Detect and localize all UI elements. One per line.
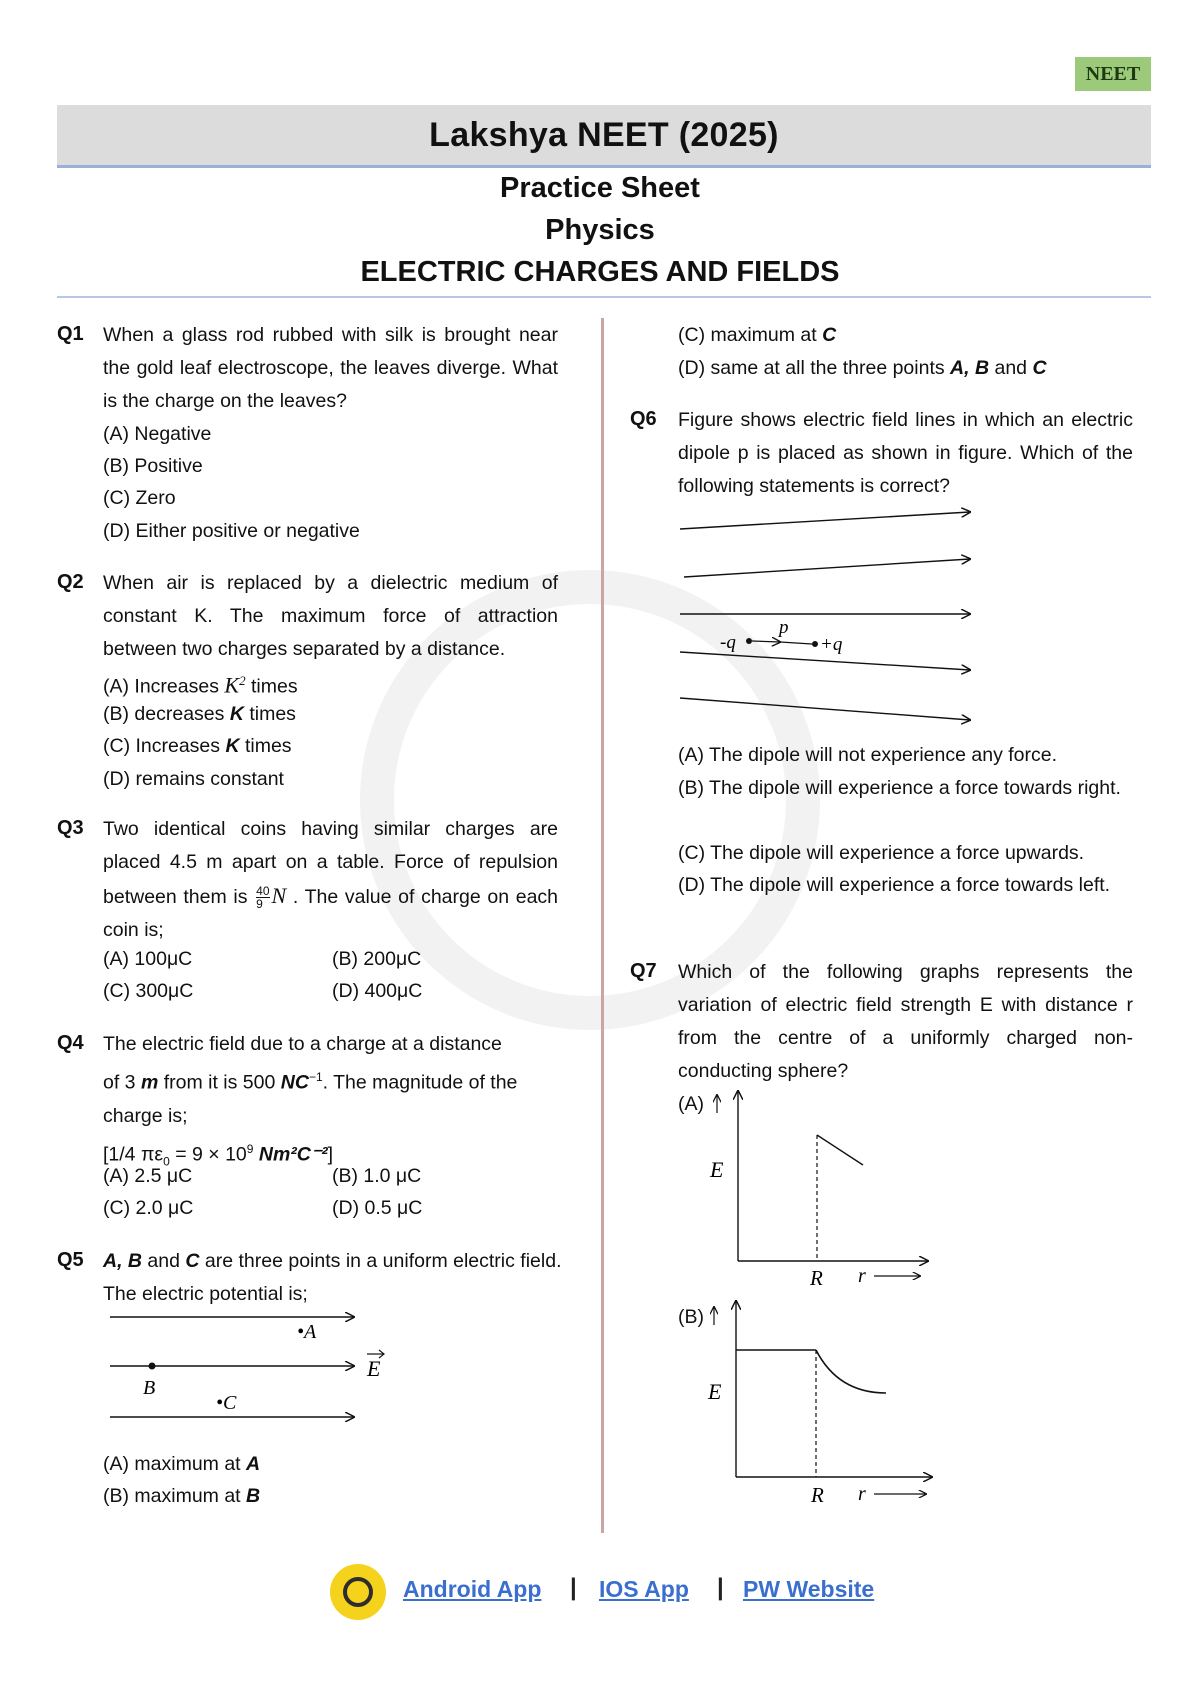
text-part: of 3	[103, 1071, 136, 1094]
question-text: Which of the following graphs represents the variation of electric field strength E with distance r from the centre of a uniformly charged non-conducting sphere?	[678, 961, 1133, 1082]
point-names: A, B	[103, 1250, 142, 1272]
label-p: p	[779, 617, 789, 638]
question-text-part: Two identical coins having similar charges are placed 4.5 m apart on a table. Force of repulsion between them is	[103, 818, 558, 908]
option-suffix: times	[244, 735, 292, 757]
option-label: (C) Increases	[103, 735, 221, 757]
label-neg-q: -q	[720, 632, 736, 653]
graph-b-label: (B)	[678, 1306, 704, 1328]
axis-label-r: r	[858, 1483, 866, 1505]
option: (D) The dipole will experience a force towards left.	[678, 874, 1111, 896]
question-number: Q4	[57, 1032, 84, 1054]
field-line	[684, 559, 970, 577]
text-part: . The magnitude of the	[322, 1071, 518, 1094]
axis-label-r-big: R	[811, 1483, 824, 1507]
column-divider	[601, 318, 604, 1533]
android-app-link[interactable]: Android App	[403, 1576, 542, 1602]
point-b	[149, 1363, 156, 1370]
option: (A) The dipole will not experience any force.	[678, 744, 1058, 766]
fraction	[256, 885, 269, 910]
option: (A) 100μC	[103, 948, 193, 970]
point-name: C	[1032, 357, 1047, 379]
option: (D) 400μC	[332, 980, 423, 1002]
label-b: B	[143, 1377, 156, 1399]
option: (C) Zero	[103, 487, 176, 509]
option: (D) Either positive or negative	[103, 520, 360, 542]
text-part: and	[994, 357, 1028, 379]
ios-app-link[interactable]: IOS App	[599, 1576, 689, 1602]
footer-separator: |	[717, 1574, 724, 1601]
label-e: E	[367, 1356, 381, 1381]
axis-label-r-big: R	[810, 1266, 823, 1290]
math-k: K	[225, 735, 240, 757]
graph-a	[700, 1085, 940, 1290]
unit-nc: NC	[280, 1071, 309, 1094]
point-name: C	[185, 1250, 200, 1272]
q5-field-diagram	[100, 1305, 400, 1435]
option-label: (A) Increases	[103, 675, 219, 698]
math-k: K	[229, 703, 244, 725]
field-line	[680, 512, 970, 529]
text-part: are three points in a uniform electric field. The electric potential is;	[103, 1250, 562, 1305]
text-part: ]	[327, 1143, 334, 1165]
axis-label-r: r	[858, 1265, 866, 1287]
option: (B) The dipole will experience a force towards right.	[678, 777, 1121, 799]
superscript: 9	[246, 1141, 254, 1156]
neet-badge: NEET	[1075, 57, 1151, 91]
text-part: and	[147, 1250, 180, 1272]
point-name: C	[822, 324, 837, 346]
point-names: A, B	[950, 357, 990, 379]
dipole-axis	[780, 642, 812, 644]
q6-dipole-diagram	[670, 500, 980, 735]
point-name: B	[246, 1485, 261, 1507]
option: (D) 0.5 μC	[332, 1197, 423, 1219]
label-c: •C	[216, 1392, 237, 1414]
option: (A) 2.5 μC	[103, 1165, 193, 1187]
option: (B) 200μC	[332, 948, 422, 970]
question-text	[103, 1245, 563, 1311]
header-divider	[57, 296, 1151, 298]
question-line: The electric field due to a charge at a distance	[103, 1033, 502, 1055]
fraction-numerator: 40	[256, 884, 270, 899]
question-text: When a glass rod rubbed with silk is brought near the gold leaf electroscope, the leaves diverge. What is the charge on the leaves?	[103, 324, 558, 412]
option: (A) Negative	[103, 423, 212, 445]
question-text: When air is replaced by a dielectric medium of constant K. The maximum force of attraction between two charges separated by a distance.	[103, 572, 558, 660]
option-suffix: times	[249, 703, 296, 725]
pw-website-link[interactable]: PW Website	[743, 1576, 875, 1602]
option: (B) Positive	[103, 455, 203, 477]
option: (D) remains constant	[103, 768, 284, 790]
graph-a-label: (A)	[678, 1093, 704, 1115]
subject: Physics	[545, 214, 655, 246]
pw-logo-icon	[330, 1564, 386, 1620]
subscript: 0	[163, 1153, 170, 1168]
option: (C) 2.0 μC	[103, 1197, 194, 1219]
field-curve	[817, 1135, 863, 1165]
option-suffix: times	[250, 675, 298, 698]
unit-n: N	[271, 883, 287, 908]
question-line: charge is;	[103, 1104, 188, 1127]
question-number: Q3	[57, 817, 84, 839]
chapter-title: ELECTRIC CHARGES AND FIELDS	[360, 256, 840, 288]
option	[678, 352, 1047, 384]
field-line	[680, 698, 970, 720]
option	[103, 1448, 260, 1480]
option-label: (A) maximum at	[103, 1453, 241, 1475]
math-exponent: 2	[239, 673, 246, 688]
question-text-part: . The value of charge on each coin is;	[103, 886, 559, 941]
question-number: Q6	[630, 408, 657, 430]
text-part: [1/4 πε	[103, 1143, 164, 1165]
question-text	[103, 1028, 563, 1178]
question-number: Q1	[57, 323, 84, 345]
unit-text: Nm²C⁻²	[258, 1143, 328, 1165]
question-text	[103, 813, 558, 947]
option	[103, 730, 292, 762]
option: (C) 300μC	[103, 980, 194, 1002]
label-a: •A	[297, 1321, 317, 1343]
dipole-arrow	[752, 641, 780, 642]
option: (C) The dipole will experience a force upwards.	[678, 842, 1085, 864]
graph-b	[700, 1295, 940, 1520]
label-pos-q: +q	[820, 634, 843, 655]
option-label: (C) maximum at	[678, 324, 817, 346]
fraction-denominator: 9	[256, 897, 263, 912]
superscript: −1	[308, 1070, 323, 1084]
question-number: Q7	[630, 960, 657, 982]
unit-m: m	[140, 1071, 159, 1094]
question-number: Q2	[57, 571, 84, 593]
option	[103, 698, 296, 730]
point-name: A	[246, 1453, 261, 1475]
text-part: from it is 500	[163, 1071, 276, 1094]
field-curve-outside	[816, 1350, 886, 1393]
option-label: (B) decreases	[103, 703, 225, 725]
math-k: K	[224, 672, 240, 698]
option-label: (D) same at all the three points	[678, 357, 945, 379]
page-title: Lakshya NEET (2025)	[57, 105, 1151, 168]
footer-separator: |	[570, 1574, 577, 1601]
axis-label-e: E	[710, 1157, 724, 1182]
positive-charge	[812, 641, 818, 647]
question-text: Figure shows electric field lines in which an electric dipole p is placed as shown in figure. Which of the following statements is correct?	[678, 409, 1133, 497]
text-part: = 9 × 10	[169, 1143, 247, 1165]
question-line	[103, 1061, 563, 1100]
option-label: (B) maximum at	[103, 1485, 241, 1507]
sheet-type: Practice Sheet	[500, 172, 700, 204]
option	[678, 319, 836, 351]
option	[103, 665, 298, 703]
option	[103, 1480, 260, 1512]
axis-label-e: E	[708, 1379, 722, 1404]
question-number: Q5	[57, 1249, 84, 1271]
negative-charge	[746, 638, 752, 644]
option: (B) 1.0 μC	[332, 1165, 422, 1187]
